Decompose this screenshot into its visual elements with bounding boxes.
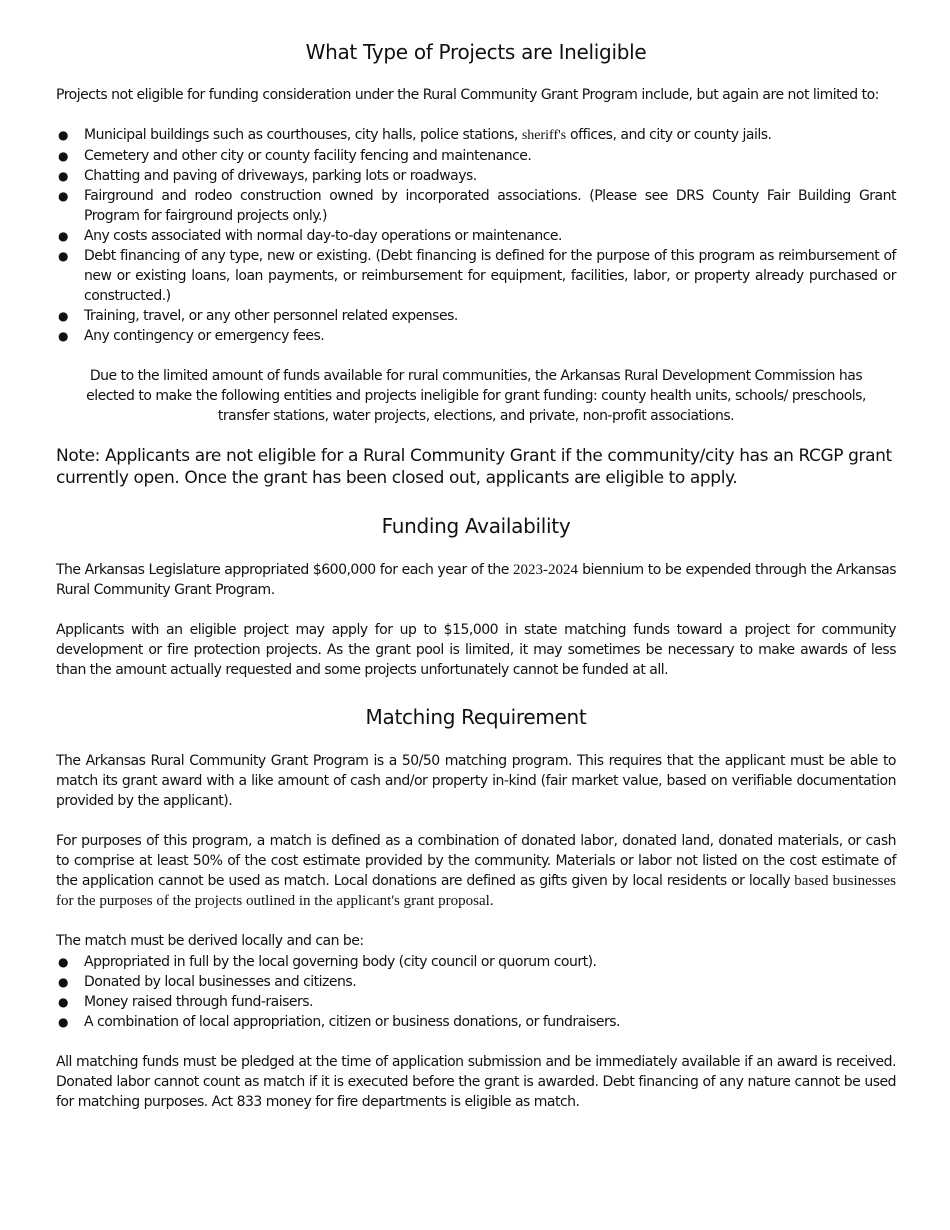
funding-paragraph-2: Applicants with an eligible project may apply for up to $15,000 in state matching funds toward a project for community development or fire protection projects. As the grant pool is limited, it may sometimes be necessary to make awards of less than the amount actually requested and some projects unfortunately cannot be funded at all. (56, 622, 896, 678)
list-item: ● Chatting and paving of driveways, parking lots or roadways. (58, 168, 477, 184)
bullet-icon: ● (58, 149, 68, 163)
heading-funding: Funding Availability (381, 514, 571, 538)
list-item: ● Fairground and rodeo construction owned by incorporated associations. (Please see DRS County Fair Building Grant Program for fairground projects only.) (58, 188, 896, 224)
list-item: ● Any contingency or emergency fees. (58, 328, 325, 344)
commission-note: Due to the limited amount of funds available for rural communities, the Arkansas Rural Development Commission has elected to make the following entities and projects ineligible for grant funding: county health units, schools/ preschools, transfer stations, water projects, elections, and private, non-profit associations. (86, 368, 866, 424)
list-item: ● Appropriated in full by the local governing body (city council or quorum court). (58, 954, 597, 970)
matching-paragraph-3: All matching funds must be pledged at the time of application submission and be immediately available if an award is received. Donated labor cannot count as match if it is executed before the grant is awarded. Debt financing of any nature cannot be used for matching purposes. Act 833 money for fire departments is eligible as match. (56, 1054, 896, 1110)
list-item: ● Donated by local businesses and citizens. (58, 974, 357, 990)
list-item: ● Training, travel, or any other personnel related expenses. (58, 308, 458, 324)
bullet-icon: ● (58, 309, 68, 323)
bullet-icon: ● (58, 329, 68, 343)
match-list (56, 952, 896, 1032)
applicant-note: Note: Applicants are not eligible for a Rural Community Grant if the community/city has an RCGP grant currently open. Once the grant has been closed out, applicants are eligible to apply. (56, 446, 892, 488)
bullet-icon: ● (58, 995, 68, 1009)
list-item: ● Municipal buildings such as courthouses, city halls, police stations, sheriff's offices, and city or county jails. (58, 127, 772, 143)
matching-paragraph-1: The Arkansas Rural Community Grant Program is a 50/50 matching program. This requires that the applicant must be able to match its grant award with a like amount of cash and/or property in-kind (fair market value, based on verifiable documentation provided by the applicant). (56, 753, 896, 809)
funding-paragraph-1: The Arkansas Legislature appropriated $600,000 for each year of the 2023-2024 biennium to be expended through the Arkansas Rural Community Grant Program. (56, 562, 896, 598)
ineligible-intro: Projects not eligible for funding consideration under the Rural Community Grant Program include, but again are not limited to: (56, 87, 879, 103)
bullet-icon: ● (58, 229, 68, 243)
list-item: ● Debt financing of any type, new or existing. (Debt financing is defined for the purpose of this program as reimbursement of new or existing loans, loan payments, or reimbursement for equipment, facilities, labor, or property already purchased or constructed.) (58, 248, 896, 304)
ineligible-list (56, 125, 896, 346)
list-item: ● Any costs associated with normal day-to-day operations or maintenance. (58, 228, 562, 244)
bullet-icon: ● (58, 975, 68, 989)
bullet-icon: ● (58, 1015, 68, 1029)
bullet-icon: ● (58, 249, 68, 263)
bullet-icon: ● (58, 169, 68, 183)
bullet-icon: ● (58, 128, 68, 142)
matching-paragraph-2: For purposes of this program, a match is defined as a combination of donated labor, donated land, donated materials, or cash to comprise at least 50% of the cost estimate provided by the community. Materials or labor not listed on the cost estimate of the application cannot be used as match. Local donations are defined as gifts given by local residents or locally based businesses for the purposes of the projects outlined in the applicant's grant proposal. (56, 833, 896, 909)
document-page (56, 38, 896, 1112)
list-item: ● Cemetery and other city or county facility fencing and maintenance. (58, 148, 532, 164)
match-list-intro: The match must be derived locally and can be: (56, 933, 364, 949)
bullet-icon: ● (58, 955, 68, 969)
list-item: ● A combination of local appropriation, citizen or business donations, or fundraisers. (58, 1014, 621, 1030)
list-item: ● Money raised through fund-raisers. (58, 994, 314, 1010)
bullet-icon: ● (58, 189, 68, 203)
heading-ineligible: What Type of Projects are Ineligible (305, 40, 647, 64)
heading-matching: Matching Requirement (365, 705, 587, 729)
